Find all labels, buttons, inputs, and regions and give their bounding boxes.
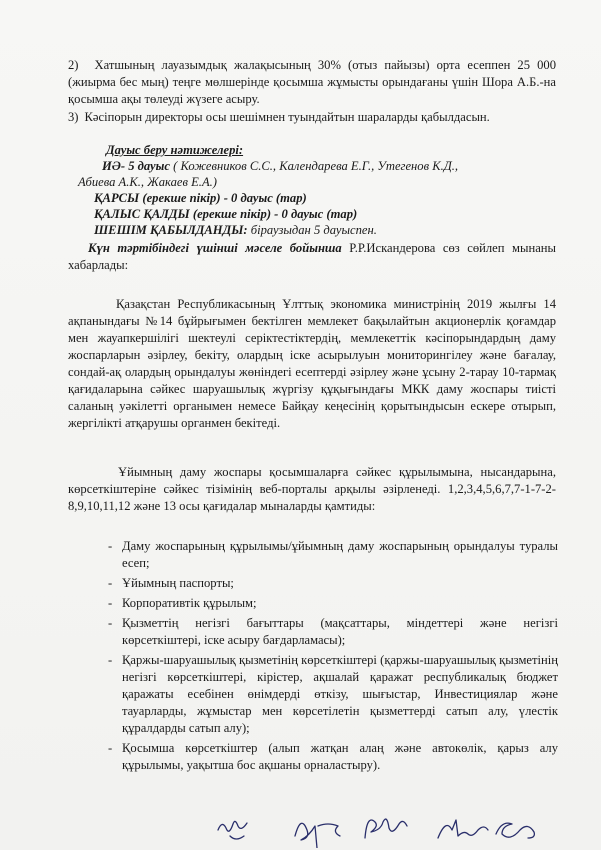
votes-abstain: ҚАЛЫС ҚАЛДЫ (ерекше пікір) - 0 дауыс (тар) (94, 207, 358, 221)
votes-yes-names-1: ( Кожевников С.С., Календарева Е.Г., Утегенов К.Д., (173, 159, 459, 173)
signatures (200, 808, 560, 848)
point-3 (68, 109, 556, 126)
list-item-text: Қосымша көрсеткіштер (алып жатқан алаң және автокөлік, қарыз алу құрылымы, уақытша бос ақшаны орналастыру). (122, 741, 558, 772)
signature-1 (218, 821, 247, 839)
list-item (108, 615, 558, 649)
list-dash: - (108, 576, 113, 590)
list-dash: - (108, 741, 113, 755)
list-item (108, 652, 558, 737)
list-item-text: Қызметтің негізгі бағыттары (мақсаттары, міндеттері және негізгі көрсеткіштері, іске асыру бағдарламасы); (122, 616, 558, 647)
point-3-number: 3) (68, 110, 79, 124)
list-dash: - (108, 653, 113, 667)
point-3-text: Кәсіпорын директоры осы шешімнен туындайтын шараларды қабылдасын. (84, 110, 490, 124)
signature-4 (438, 820, 488, 838)
plan-paragraph: Ұйымның даму жоспары қосымшаларға сәйкес құрылымына, нысандарына, көрсеткіштеріне сәйкес тізімінің веб-порталы арқылы әзірленеді. 1,2,3,4,5,6,7,7-1-7-2-8,9,10,11,12 және 13 осы қағидалар мыналарды қамтиды: (68, 465, 556, 513)
list-item (108, 575, 558, 592)
votes-yes-names-2: Абиева А.К., Жакаев Е.А.) (78, 175, 217, 189)
list-item-text: Қаржы-шаруашылық қызметінің көрсеткіштері (қаржы-шаруашылық қызметінің негізгі көрсеткіштері, кірістер, ақшалай қаражат республикалық бюджет қаражаты есебінен өнімдерді өткізу, шығыстар, Инвестициялар және тауарларды, жұмыстар мен көрсетілетін қызметтерді сатып алу, үлестік құралдарды сатып алу); (122, 653, 558, 735)
list-dash: - (108, 596, 113, 610)
third-issue-text: Р.Р.Искандерова сөз сөйлеп мынаны хабарлады: (68, 241, 557, 272)
list-dash: - (108, 539, 113, 553)
voting-heading: Дауыс беру нәтижелері: (106, 143, 244, 157)
list-dash: - (108, 616, 113, 630)
decision-row (94, 222, 556, 238)
voting-results (78, 142, 556, 238)
point-2-text: Хатшының лауазымдық жалақысының 30% (отыз пайызы) орта есеппен 25 000 (жиырма бес мың) теңге мөлшерінде қосымша жұмысты орындағаны үшін Шора А.Б.-на қосымша ақы төлеуді жүзеге асыру. (68, 58, 556, 106)
list-item (108, 538, 558, 572)
law-paragraph: Қазақстан Республикасының Ұлттық экономика министрінің 2019 жылғы 14 ақпанындағы №14 бұйрығымен бектілген мемлекет бақылайтын акционерлік қоғамдар мен жауапкершілігі шектеулі серіктестіктердің, мемлекеттік кәсіпорындардың даму жоспарларын әзірлеу, бекіту, олардың іске асырылуын мониторингілеу және бағалау, сондай-ақ олардың орындалуы жөніндегі есептерді әзірлеу және ұсыну 2-тарау 10-тармақ қағидаларына сәйкес шаруашылық жүргізу құқығындағы МКК даму жоспары тиісті саланың уәкілетті органымен немесе Байқау кеңесінің қорытындысын ескере отырып, жергілікті атқарушы органмен бекітеді. (68, 297, 556, 430)
decision-label: ШЕШІМ ҚАБЫЛДАНДЫ: (94, 223, 248, 237)
votes-yes-row (102, 158, 556, 174)
signature-3 (365, 819, 407, 838)
decision-text: біраузыдан 5 дауыспен. (247, 223, 377, 237)
signature-2 (295, 823, 340, 848)
list-item-text: Даму жоспарының құрылымы/ұйымның даму жоспарының орындалуы туралы есеп; (122, 539, 558, 570)
list-item-text: Ұйымның паспорты; (122, 576, 234, 590)
votes-yes-label: ИӘ- 5 дауыс (102, 159, 170, 173)
point-2 (68, 57, 556, 108)
list-item-text: Корпоративтік құрылым; (122, 596, 257, 610)
plan-contents-list (108, 538, 558, 777)
list-item (108, 740, 558, 774)
point-2-number: 2) (68, 58, 79, 72)
third-issue-intro (68, 240, 556, 274)
third-issue-heading: Күн тәртібіндегі үшінші мәселе бойынша (88, 241, 342, 255)
list-item (108, 595, 558, 612)
votes-against: ҚАРСЫ (ерекше пікір) - 0 дауыс (тар) (94, 191, 307, 205)
signature-5 (496, 823, 534, 838)
